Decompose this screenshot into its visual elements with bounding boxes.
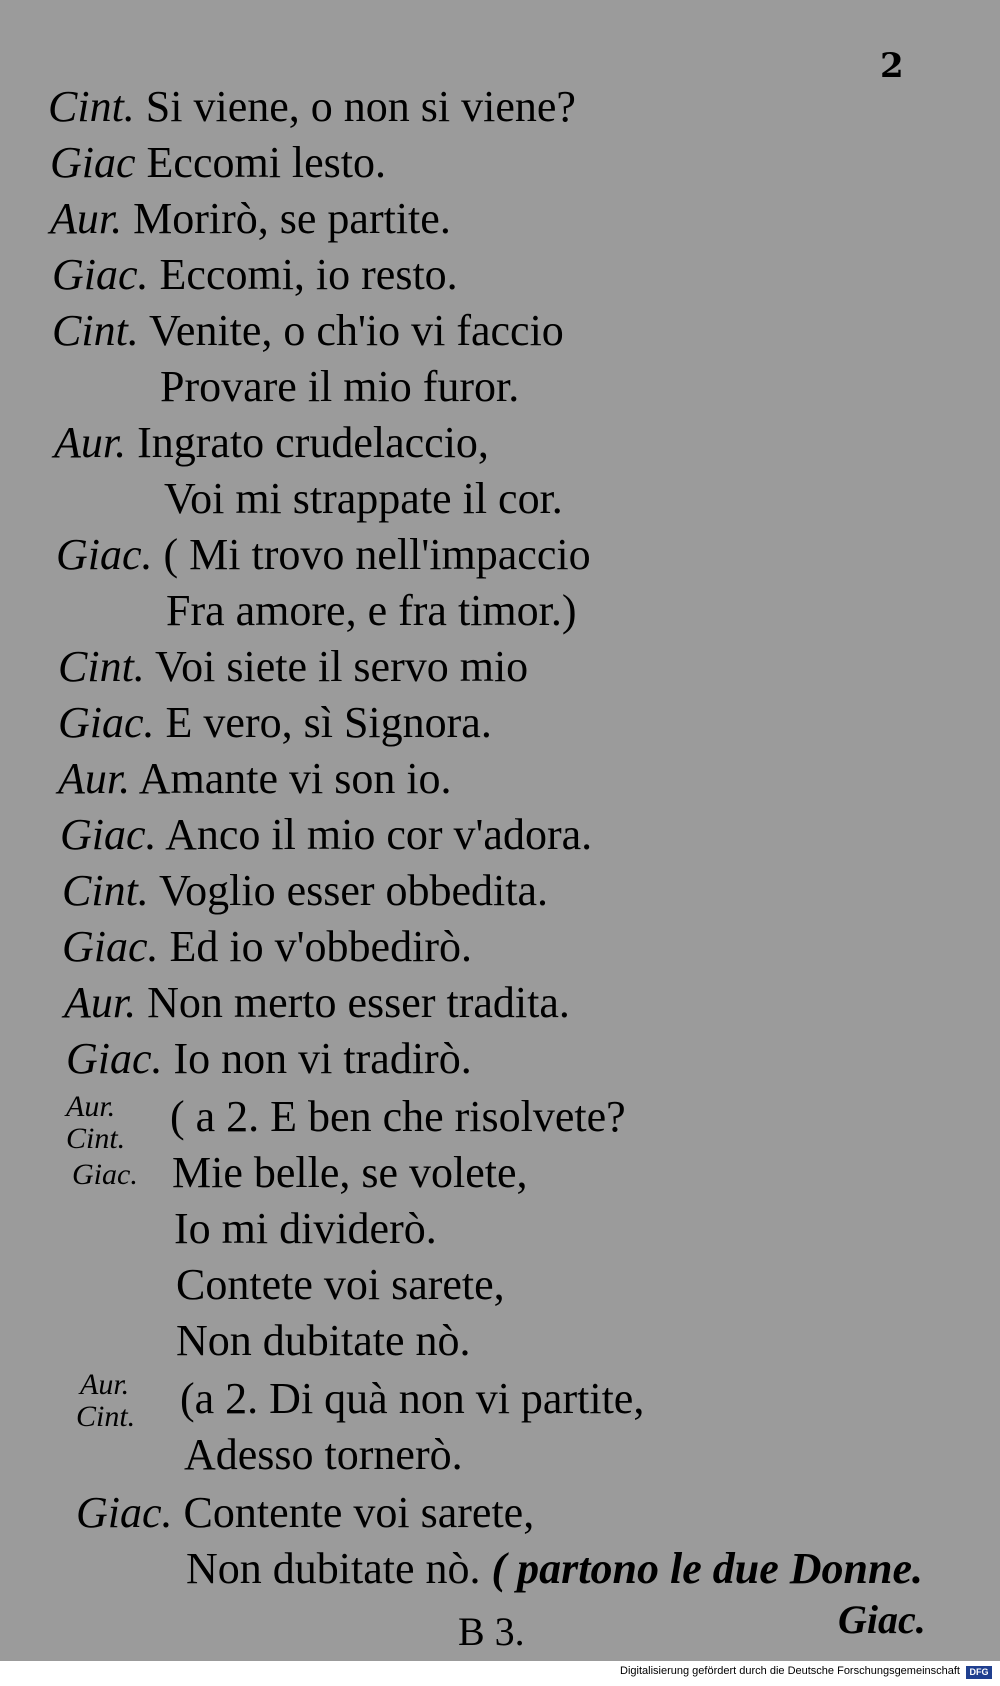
footer-bar (0, 1661, 1000, 1686)
verse-line (58, 698, 492, 748)
verse-text: Ed io v'obbedirò. (169, 922, 472, 971)
speaker-label: Giac. (60, 810, 157, 859)
speaker-label: Giac. (76, 1488, 173, 1537)
duet-speaker-top: Aur. (66, 1090, 116, 1123)
speaker-label: Giac (50, 138, 136, 187)
speaker-label: Giac. (56, 530, 153, 579)
verse-line (56, 530, 591, 580)
verse-text: Eccomi lesto. (146, 138, 387, 187)
verse-text: Contente voi sarete, (183, 1488, 535, 1537)
dfg-logo-icon: DFG (966, 1666, 992, 1679)
stage-direction: ( partono le due Donne. (491, 1544, 923, 1593)
verse-text: Voi siete il servo mio (155, 642, 529, 691)
verse-line (76, 1488, 534, 1538)
verse-text: ( Mi trovo nell'impaccio (163, 530, 591, 579)
speaker-label: Giac. (58, 698, 155, 747)
verse-text: Fra amore, e fra timor.) (166, 586, 577, 635)
verse-line (58, 642, 528, 692)
verse-text: Ingrato crudelaccio, (137, 418, 489, 467)
verse-text: Provare il mio furor. (160, 362, 520, 411)
speaker-label: Aur. (50, 194, 123, 243)
speaker-label: Cint. (48, 82, 135, 131)
speaker-label: Aur. (54, 418, 127, 467)
speaker-label: Giac. (66, 1034, 163, 1083)
speaker-label: Cint. (58, 642, 145, 691)
verse-text: Eccomi, io resto. (159, 250, 458, 299)
signature-mark: B 3. (458, 1609, 525, 1654)
verse-line (64, 978, 570, 1028)
verse-line: Adesso tornerò. (184, 1430, 463, 1479)
verse-line: Io mi dividerò. (174, 1204, 437, 1253)
duet-line: (a 2. Di quà non vi partite, (180, 1374, 645, 1423)
duet-line: ( a 2. E ben che risolvete? (170, 1092, 626, 1141)
duet-speaker-bottom: Cint. (66, 1122, 126, 1155)
verse-line (186, 1544, 923, 1594)
verse-line (66, 1034, 472, 1084)
page-mark: 2 (880, 46, 904, 86)
speaker-label: Giac. (52, 250, 149, 299)
speaker-label: Giac. (62, 922, 159, 971)
verse-text: Venite, o ch'io vi faccio (149, 306, 564, 355)
verse-line (60, 810, 592, 860)
verse-line (166, 586, 577, 636)
footer-credit: Digitalisierung gefördert durch die Deutsche Forschungsgemeinschaft (620, 1665, 960, 1677)
verse-line (54, 418, 489, 468)
verse-text: Voglio esser obbedita. (159, 866, 549, 915)
verse-line (52, 250, 458, 300)
verse-text: Morirò, se partite. (133, 194, 451, 243)
verse-line (58, 754, 452, 804)
verse-line (62, 922, 472, 972)
verse-text: Amante vi son io. (138, 754, 452, 803)
verse-text: Anco il mio cor v'adora. (165, 810, 593, 859)
verse-line (164, 474, 563, 524)
verse-line: Contete voi sarete, (176, 1260, 505, 1309)
verse-text: Si viene, o non si viene? (145, 82, 576, 131)
verse-line: Mie belle, se volete, (172, 1148, 528, 1197)
duet-speaker-top: Aur. (80, 1368, 130, 1401)
verse-line (50, 138, 386, 188)
speaker-label: Aur. (58, 754, 131, 803)
speaker-label: Cint. (52, 306, 139, 355)
verse-text: Non merto esser tradita. (147, 978, 570, 1027)
verse-text: Non dubitate nò. (186, 1544, 481, 1593)
verse-text: E vero, sì Signora. (165, 698, 492, 747)
speaker-label: Aur. (64, 978, 137, 1027)
catchword: Giac. (838, 1597, 926, 1642)
verse-line (52, 306, 564, 356)
speaker-label: Cint. (62, 866, 149, 915)
verse-text: Io non vi tradirò. (173, 1034, 472, 1083)
speaker-label-small: Giac. (72, 1158, 138, 1191)
verse-line (50, 194, 451, 244)
verse-line (160, 362, 519, 412)
verse-line (48, 82, 576, 132)
verse-text: Voi mi strappate il cor. (164, 474, 563, 523)
duet-speaker-bottom: Cint. (76, 1400, 136, 1433)
verse-line: Non dubitate nò. (176, 1316, 471, 1365)
verse-line (62, 866, 548, 916)
